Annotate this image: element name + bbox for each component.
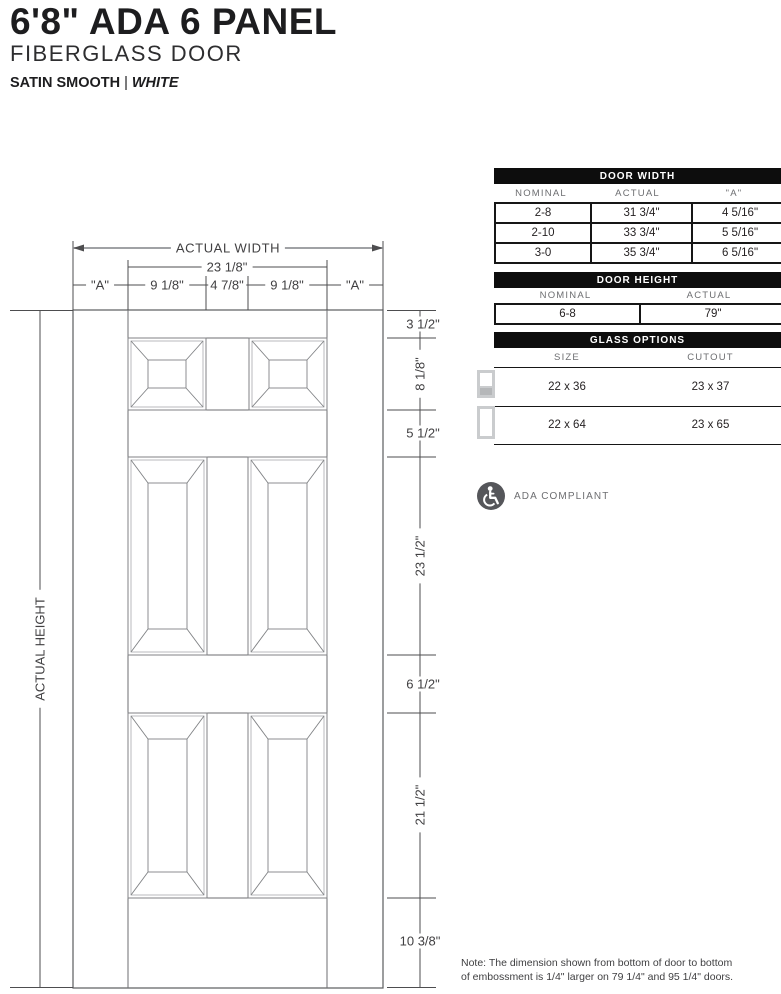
width-seg-a-left: "A" [86, 278, 114, 293]
page-subtitle: FIBERGLASS DOOR [10, 41, 243, 66]
footnote [461, 957, 776, 984]
door-outline [73, 310, 383, 988]
finish-separator: | [124, 75, 128, 91]
col-nominal: NOMINAL [539, 290, 592, 301]
footnote-line2: of embossment is 1/4" larger on 79 1/4" and 95 1/4" doors. [461, 970, 734, 983]
wheelchair-icon [477, 482, 505, 510]
col-actual: ACTUAL [615, 187, 660, 199]
height-dimension-lines [387, 310, 436, 988]
door-width-columns [494, 184, 781, 202]
footnote-line1: Note: The dimension shown from bottom of door to bottom [461, 957, 733, 969]
col-nominal: NOMINAL [515, 187, 567, 199]
cell: 31 3/4" [591, 203, 692, 223]
cell: 6-8 [495, 304, 640, 324]
cell: 2-8 [495, 203, 591, 223]
actual-height-label: ACTUAL HEIGHT [33, 590, 48, 708]
finish-name: SATIN SMOOTH [10, 75, 121, 91]
cell: 23 x 37 [691, 380, 730, 393]
width-seg-right-panel: 9 1/8" [265, 278, 309, 293]
col-cutout: CUTOUT [687, 352, 734, 363]
height-seg-bottom-panel: 21 1/2" [413, 778, 428, 833]
cell: 22 x 64 [548, 419, 586, 432]
actual-width-label: ACTUAL WIDTH [171, 241, 285, 256]
door-height-header: DOOR HEIGHT [494, 272, 781, 288]
door-width-header: DOOR WIDTH [494, 168, 781, 184]
height-seg-bottom-rail: 10 3/8" [395, 934, 446, 949]
full-glass-door-icon [477, 406, 495, 439]
door-height-table [494, 303, 781, 325]
height-seg-mid-rail1: 5 1/2" [401, 426, 445, 441]
cell: 22 x 36 [548, 380, 586, 393]
table-row [495, 243, 781, 263]
col-actual: ACTUAL [686, 290, 732, 301]
page-title: 6'8" ADA 6 PANEL [10, 1, 337, 42]
ada-label: ADA COMPLIANT [514, 490, 610, 502]
cell: 35 3/4" [591, 243, 692, 263]
table-row [495, 304, 781, 324]
col-a: "A" [725, 187, 743, 199]
cell: 3-0 [495, 243, 591, 263]
cell: 33 3/4" [591, 223, 692, 243]
door-width-table [494, 202, 781, 264]
ada-badge [477, 482, 609, 510]
cell: 5 5/16" [692, 223, 781, 243]
table-row [494, 367, 781, 406]
height-seg-mid-rail2: 6 1/2" [401, 677, 445, 692]
glass-options-header: GLASS OPTIONS [494, 332, 781, 348]
col-size: SIZE [554, 352, 580, 363]
door-height-columns [494, 288, 781, 303]
cell: 6 5/16" [692, 243, 781, 263]
finish-color: WHITE [131, 75, 179, 91]
table-row [495, 223, 781, 243]
glass-options-table [494, 367, 781, 445]
cell: 2-10 [495, 223, 591, 243]
panel-width-label: 23 1/8" [202, 260, 253, 275]
cell: 4 5/16" [692, 203, 781, 223]
cell: 23 x 65 [691, 419, 730, 432]
half-glass-door-icon [477, 370, 495, 398]
door-panels [128, 338, 327, 898]
width-seg-left-panel: 9 1/8" [145, 278, 189, 293]
cell: 79" [640, 304, 781, 324]
width-seg-center: 4 7/8" [210, 277, 244, 293]
height-seg-top-panel: 8 1/8" [413, 350, 428, 398]
height-seg-top-rail: 3 1/2" [401, 317, 445, 332]
height-seg-mid-panel: 23 1/2" [413, 529, 428, 584]
width-seg-a-right: "A" [341, 278, 369, 293]
table-row [494, 406, 781, 446]
glass-options-columns [494, 348, 781, 367]
table-row [495, 203, 781, 223]
